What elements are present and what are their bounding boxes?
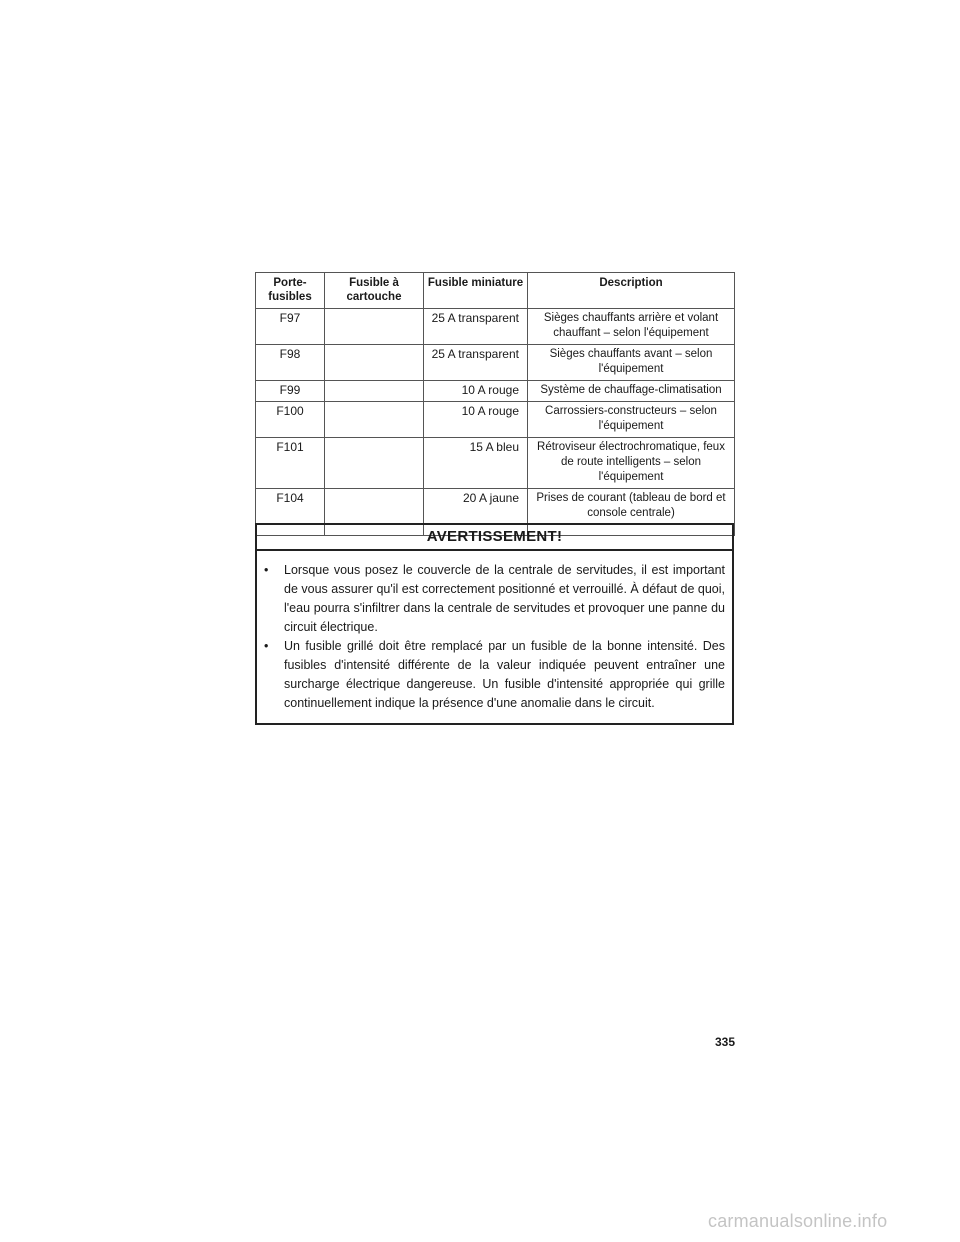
table-row xyxy=(256,402,735,438)
cell-fusible-miniature: 10 A rouge xyxy=(424,381,528,402)
warning-item xyxy=(264,637,725,713)
cell-porte-fusibles: F97 xyxy=(256,309,325,345)
cell-porte-fusibles: F98 xyxy=(256,345,325,381)
cell-fusible-miniature: 25 A transparent xyxy=(424,345,528,381)
warning-item-text: Lorsque vous posez le couvercle de la centrale de servitudes, il est important de vous assurer qu'il est correctement positionné et verrouillé. À défaut de quoi, l'eau pourra s'infiltrer dans la centrale de servitudes et provoquer une panne du circuit électrique. xyxy=(284,563,725,634)
fuse-table xyxy=(255,272,735,536)
cell-fusible-miniature: 25 A transparent xyxy=(424,309,528,345)
cell-description: Prises de courant (tableau de bord et console centrale) xyxy=(528,489,735,536)
warning-box xyxy=(255,523,734,725)
warning-list xyxy=(257,551,732,723)
table-row xyxy=(256,438,735,489)
cell-porte-fusibles: F100 xyxy=(256,402,325,438)
table-row xyxy=(256,345,735,381)
cell-fusible-miniature: 20 A jaune xyxy=(424,489,528,536)
header-fusible-cartouche: Fusible à cartouche xyxy=(325,273,424,309)
cell-description: Carrossiers-constructeurs – selon l'équipement xyxy=(528,402,735,438)
header-fusible-miniature: Fusible miniature xyxy=(424,273,528,309)
warning-item-text: Un fusible grillé doit être remplacé par un fusible de la bonne intensité. Des fusibles d'intensité différente de la valeur indiquée peuvent entraîner une surcharge électrique dangereuse. Un fusible d'intensité appropriée qui grille continuellement indique la présence d'une anomalie dans le circuit. xyxy=(284,639,725,710)
cell-fusible-cartouche xyxy=(325,402,424,438)
warning-title: AVERTISSEMENT! xyxy=(257,525,732,551)
bullet-icon: • xyxy=(264,563,269,577)
watermark-text: carmanualsonline.info xyxy=(708,1211,888,1231)
cell-fusible-cartouche xyxy=(325,438,424,489)
cell-fusible-cartouche xyxy=(325,345,424,381)
cell-description: Rétroviseur électrochromatique, feux de route intelligents – selon l'équipement xyxy=(528,438,735,489)
cell-porte-fusibles: F101 xyxy=(256,438,325,489)
cell-description: Sièges chauffants avant – selon l'équipement xyxy=(528,345,735,381)
cell-fusible-cartouche xyxy=(325,381,424,402)
cell-fusible-miniature: 15 A bleu xyxy=(424,438,528,489)
header-description: Description xyxy=(528,273,735,309)
cell-description: Sièges chauffants arrière et volant chauffant – selon l'équipement xyxy=(528,309,735,345)
cell-fusible-cartouche xyxy=(325,309,424,345)
cell-description: Système de chauffage-climatisation xyxy=(528,381,735,402)
header-porte-fusibles: Porte-fusibles xyxy=(256,273,325,309)
warning-item xyxy=(264,561,725,637)
table-row xyxy=(256,309,735,345)
cell-fusible-miniature: 10 A rouge xyxy=(424,402,528,438)
table-header-row xyxy=(256,273,735,309)
cell-porte-fusibles: F99 xyxy=(256,381,325,402)
cell-porte-fusibles: F104 xyxy=(256,489,325,536)
table-row xyxy=(256,381,735,402)
page-number: 335 xyxy=(714,1035,735,1049)
bullet-icon: • xyxy=(264,639,269,653)
